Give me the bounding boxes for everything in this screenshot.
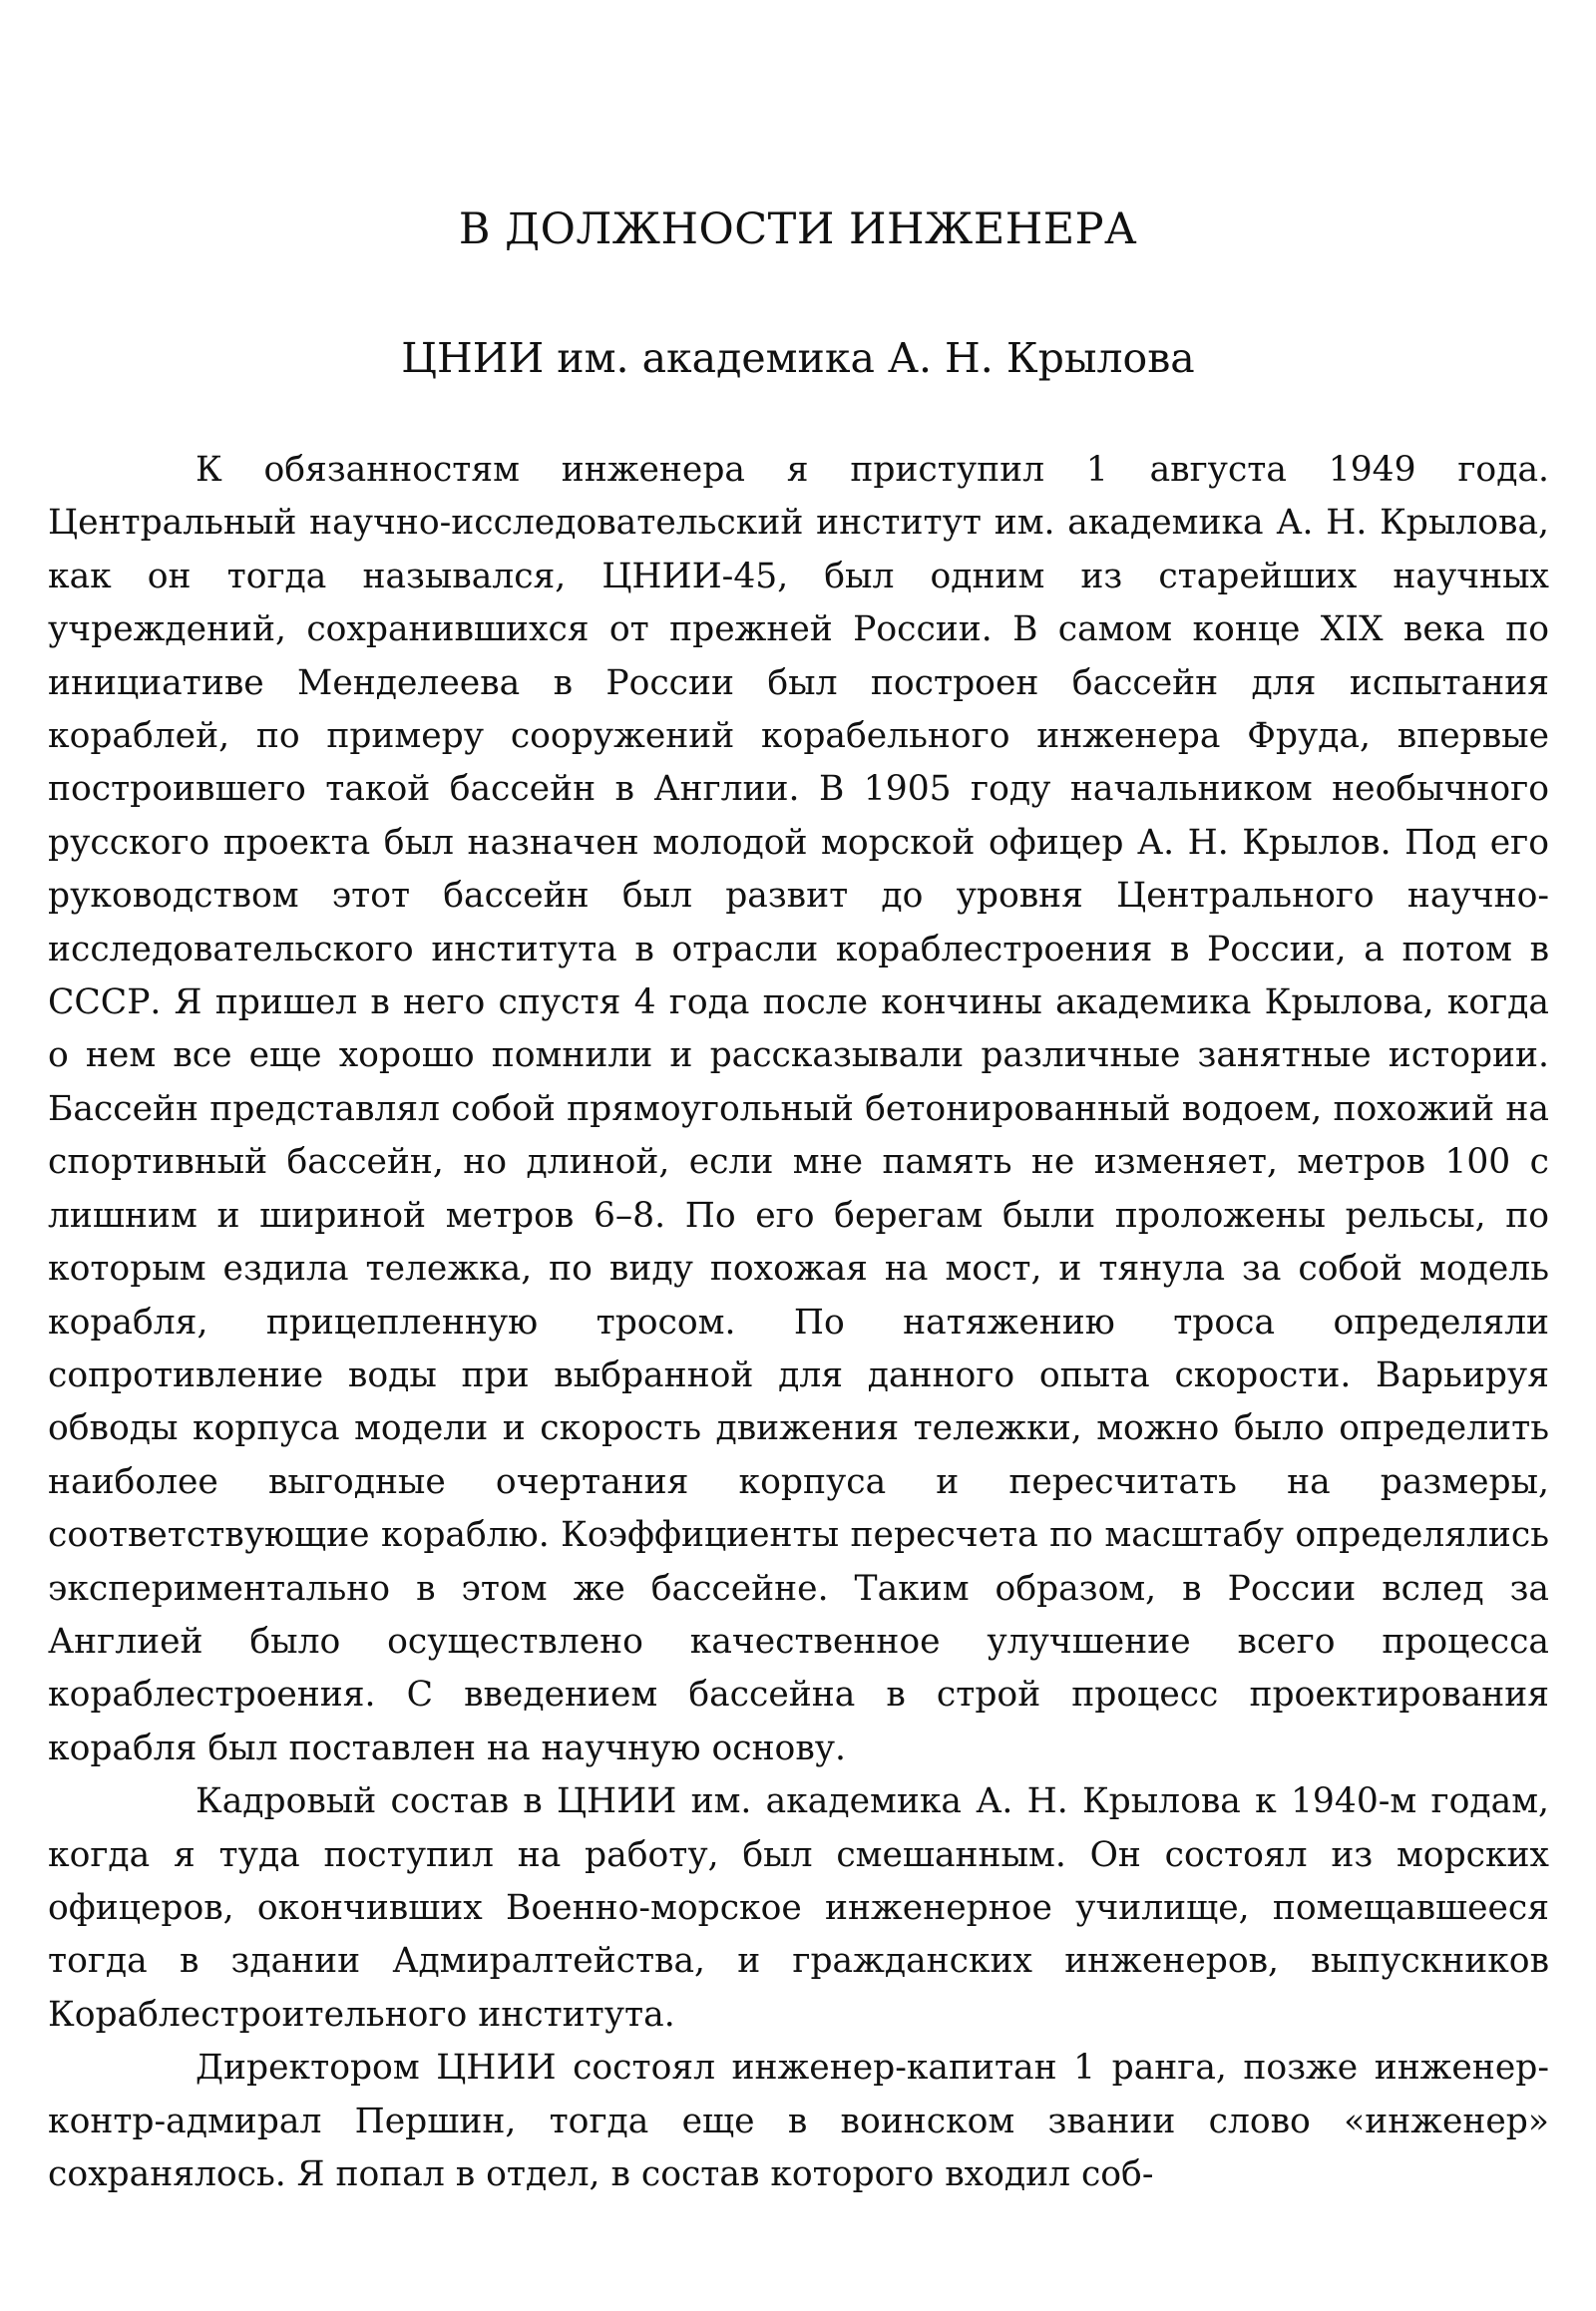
paragraph-3: Директором ЦНИИ состоял инженер-капитан 1 ранга, позже инженер-контр-адмирал Першин, тогда еще в воинском звании слово «инженер» сохранялось. Я попал в отдел, в состав которого входил соб- xyxy=(48,2048,1549,2194)
paragraph-2: Кадровый состав в ЦНИИ им. академика А. Н. Крылова к 1940-м годам, когда я туда поступил на работу, был смешанным. Он состоял из морских офицеров, окончивших Военно-морское инженерное училище, помещавшееся тогда в здании Адмиралтейства, и гражданских инженеров, выпускников Кораблестроительного института. xyxy=(48,1781,1549,2035)
section-title: ЦНИИ им. академика А. Н. Крылова xyxy=(401,334,1195,382)
paragraph-1: К обязанностям инженера я приступил 1 августа 1949 года. Центральный научно-исследовательский институт им. академика А. Н. Крылова, как он тогда назывался, ЦНИИ-45, был одним из старейших научных учреждений, сохранившихся от прежней России. В самом конце XIX века по инициативе Менделеева в России был построен бассейн для испытания кораблей, по примеру сооружений корабельного инженера Фруда, впервые построившего такой бассейн в Англии. В 1905 году начальником необычного русского проекта был назначен молодой морской офицер А. Н. Крылов. Под его руководством этот бассейн был развит до уровня Центрального научно-исследовательского института в отрасли кораблестроения в России, а потом в СССР. Я пришел в него спустя 4 года после кончины академика Крылова, когда о нем все еще хорошо помнили и рассказывали различные занятные истории. Бассейн представлял собой прямоугольный бетонированный водоем, похожий на спортивный бассейн, но длиной, если мне память не изменяет, метров 100 с лишним и шириной метров 6–8. По его берегам были проложены рельсы, по которым ездила тележка, по виду похожая на мост, и тянула за собой модель корабля, прицепленную тросом. По натяжению троса определяли сопротивление воды при выбранной для данного опыта скорости. Варьируя обводы корпуса модели и скорость движения тележки, можно было определить наиболее выгодные очертания корпуса и пересчитать на размеры, соответствующие кораблю. Коэффициенты пересчета по масштабу определялись экспериментально в этом же бассейне. Таким образом, в России вслед за Англией было осуществлено качественное улучшение всего процесса кораблестроения. С введением бассейна в строй процесс проектирования корабля был поставлен на научную основу. xyxy=(48,450,1549,1768)
body-text xyxy=(48,444,1549,2201)
chapter-title: В ДОЛЖНОСТИ ИНЖЕНЕРА xyxy=(458,204,1138,254)
